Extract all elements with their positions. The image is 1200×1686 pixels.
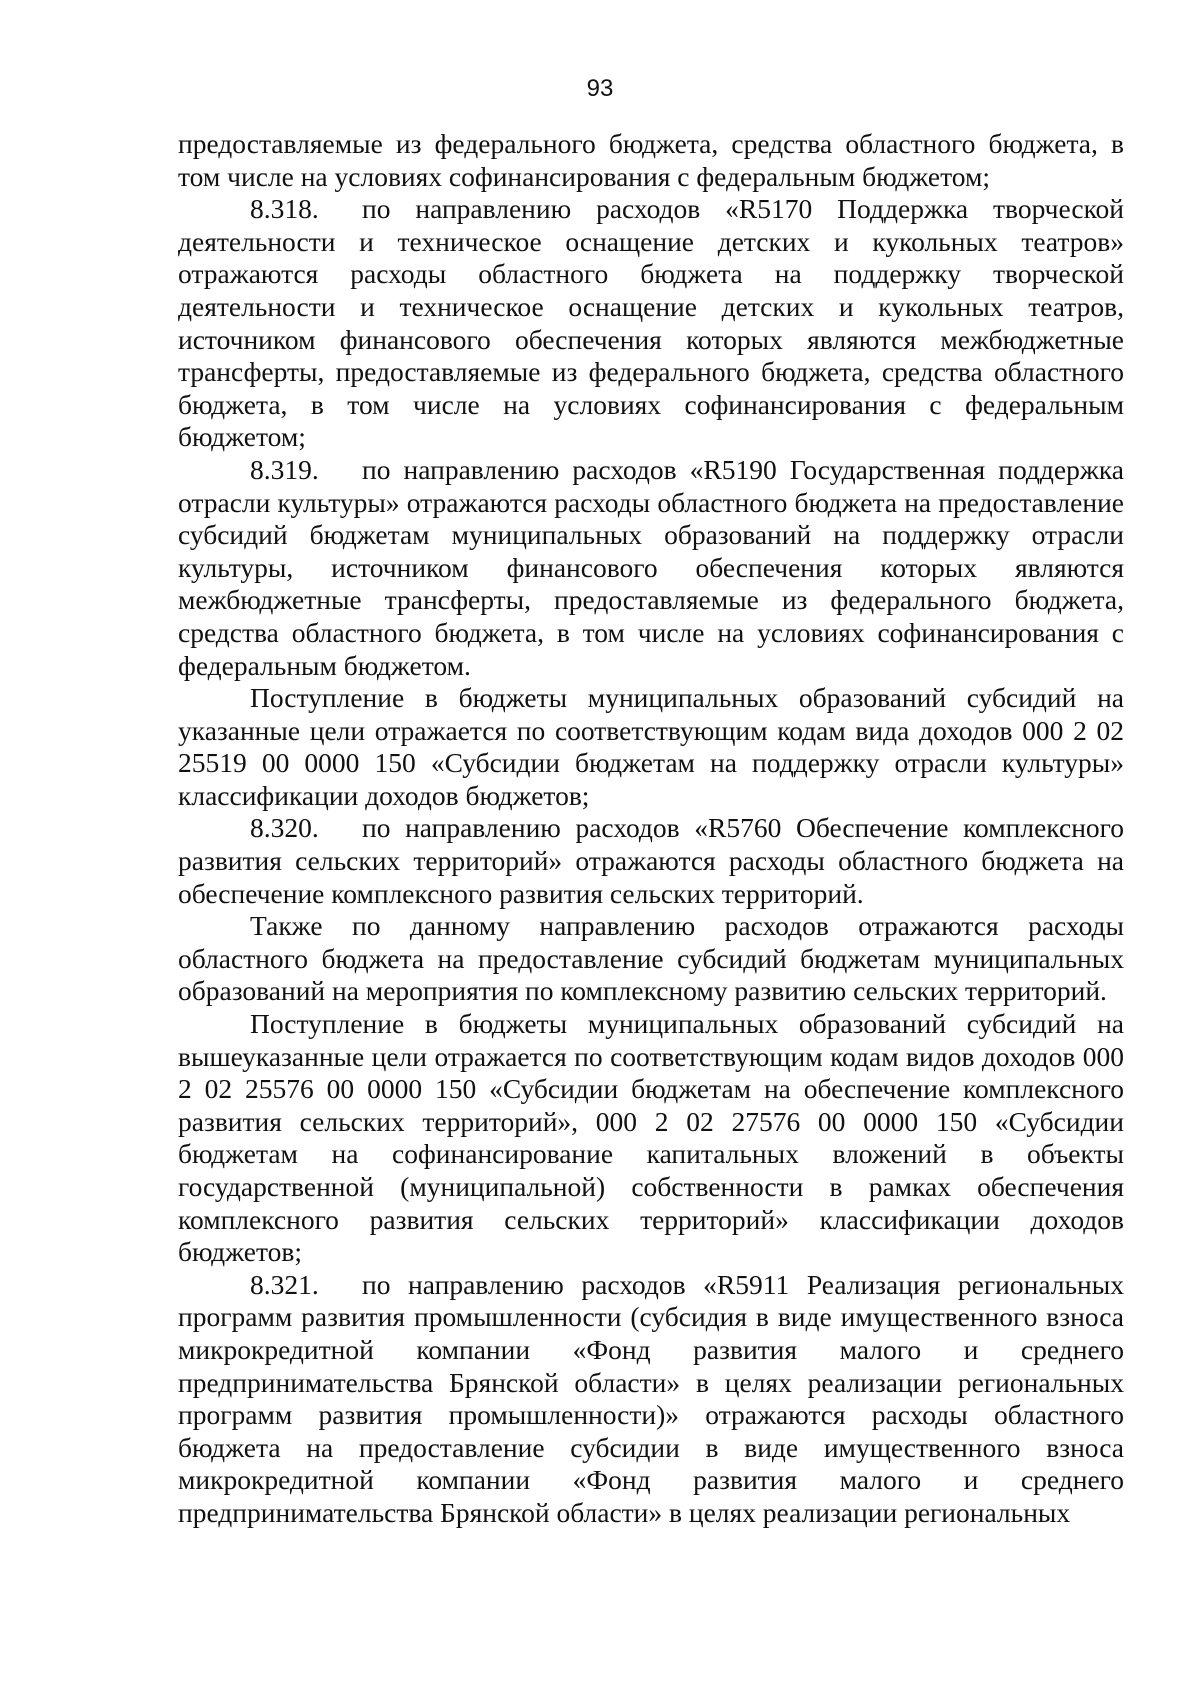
paragraph-income-8-320 <box>178 1008 1124 1269</box>
clause-number: 8.321. <box>250 1268 319 1300</box>
clause-number: 8.319. <box>250 453 319 485</box>
paragraph-text: Поступление в бюджеты муниципальных образований субсидий на вышеуказанные цели отражается по соответствующим кодам видов доходов 000 2 02 25576 00 0000 150 «Субсидии бюджетам на обеспечение комплексного развития сельских территорий», 000 2 02 27576 00 0000 150 «Субсидии бюджетам на софинансирование капитальных вложений в объекты государственной (муниципальной) собственности в рамках обеспечения комплексного развития сельских территорий» классификации доходов бюджетов; <box>178 1008 1124 1268</box>
paragraph-text: Также по данному направлению расходов отражаются расходы областного бюджета на предоставление субсидий бюджетам муниципальных образований на мероприятия по комплексному развитию сельских территорий. <box>178 910 1124 1007</box>
paragraph-text: по направлению расходов «R5190 Государственная поддержка отрасли культуры» отражаются расходы областного бюджета на предоставление субсидий бюджетам муниципальных образований на поддержку отрасли культуры, источником финансового обеспечения которых являются межбюджетные трансферты, предоставляемые из федерального бюджета, средства областного бюджета, в том числе на условиях софинансирования с федеральным бюджетом. <box>178 453 1124 681</box>
paragraph-text: по направлению расходов «R5760 Обеспечение комплексного развития сельских территорий» отражаются расходы областного бюджета на обеспечение комплексного развития сельских территорий. <box>178 812 1124 909</box>
clause-number: 8.318. <box>250 193 319 225</box>
paragraph-text: предоставляемые из федерального бюджета, средства областного бюджета, в том числе на условиях софинансирования с федеральным бюджетом; <box>178 128 1124 192</box>
clause-number: 8.320. <box>250 812 319 844</box>
paragraph-also-8-320 <box>178 910 1124 1008</box>
paragraph-text: Поступление в бюджеты муниципальных образований субсидий на указанные цели отражается по соответствующим кодам вида доходов 000 2 02 25519 00 0000 150 «Субсидии бюджетам на поддержку отрасли культуры» классификации доходов бюджетов; <box>178 682 1124 811</box>
paragraph-8-320 <box>178 812 1124 910</box>
document-body <box>178 128 1124 1530</box>
paragraph-8-318 <box>178 193 1124 454</box>
paragraph-continuation <box>178 128 1124 193</box>
paragraph-8-321 <box>178 1269 1124 1530</box>
page-number: 93 <box>586 75 614 102</box>
paragraph-income-8-319 <box>178 682 1124 812</box>
paragraph-8-319 <box>178 454 1124 682</box>
paragraph-text: по направлению расходов «R5170 Поддержка творческой деятельности и техническое оснащение детских и кукольных театров» отражаются расходы областного бюджета на поддержку творческой деятельности и техническое оснащение детских и кукольных театров, источником финансового обеспечения которых являются межбюджетные трансферты, предоставляемые из федерального бюджета, средства областного бюджета, в том числе на условиях софинансирования с федеральным бюджетом; <box>178 193 1124 453</box>
paragraph-text: по направлению расходов «R5911 Реализация региональных программ развития промышленности (субсидия в виде имущественного взноса микрокредитной компании «Фонд развития малого и среднего предпринимательства Брянской области» в целях реализации региональных программ развития промышленности)» отражаются расходы областного бюджета на предоставление субсидии в виде имущественного взноса микрокредитной компании «Фонд развития малого и среднего предпринимательства Брянской области» в целях реализации региональных <box>178 1268 1124 1528</box>
